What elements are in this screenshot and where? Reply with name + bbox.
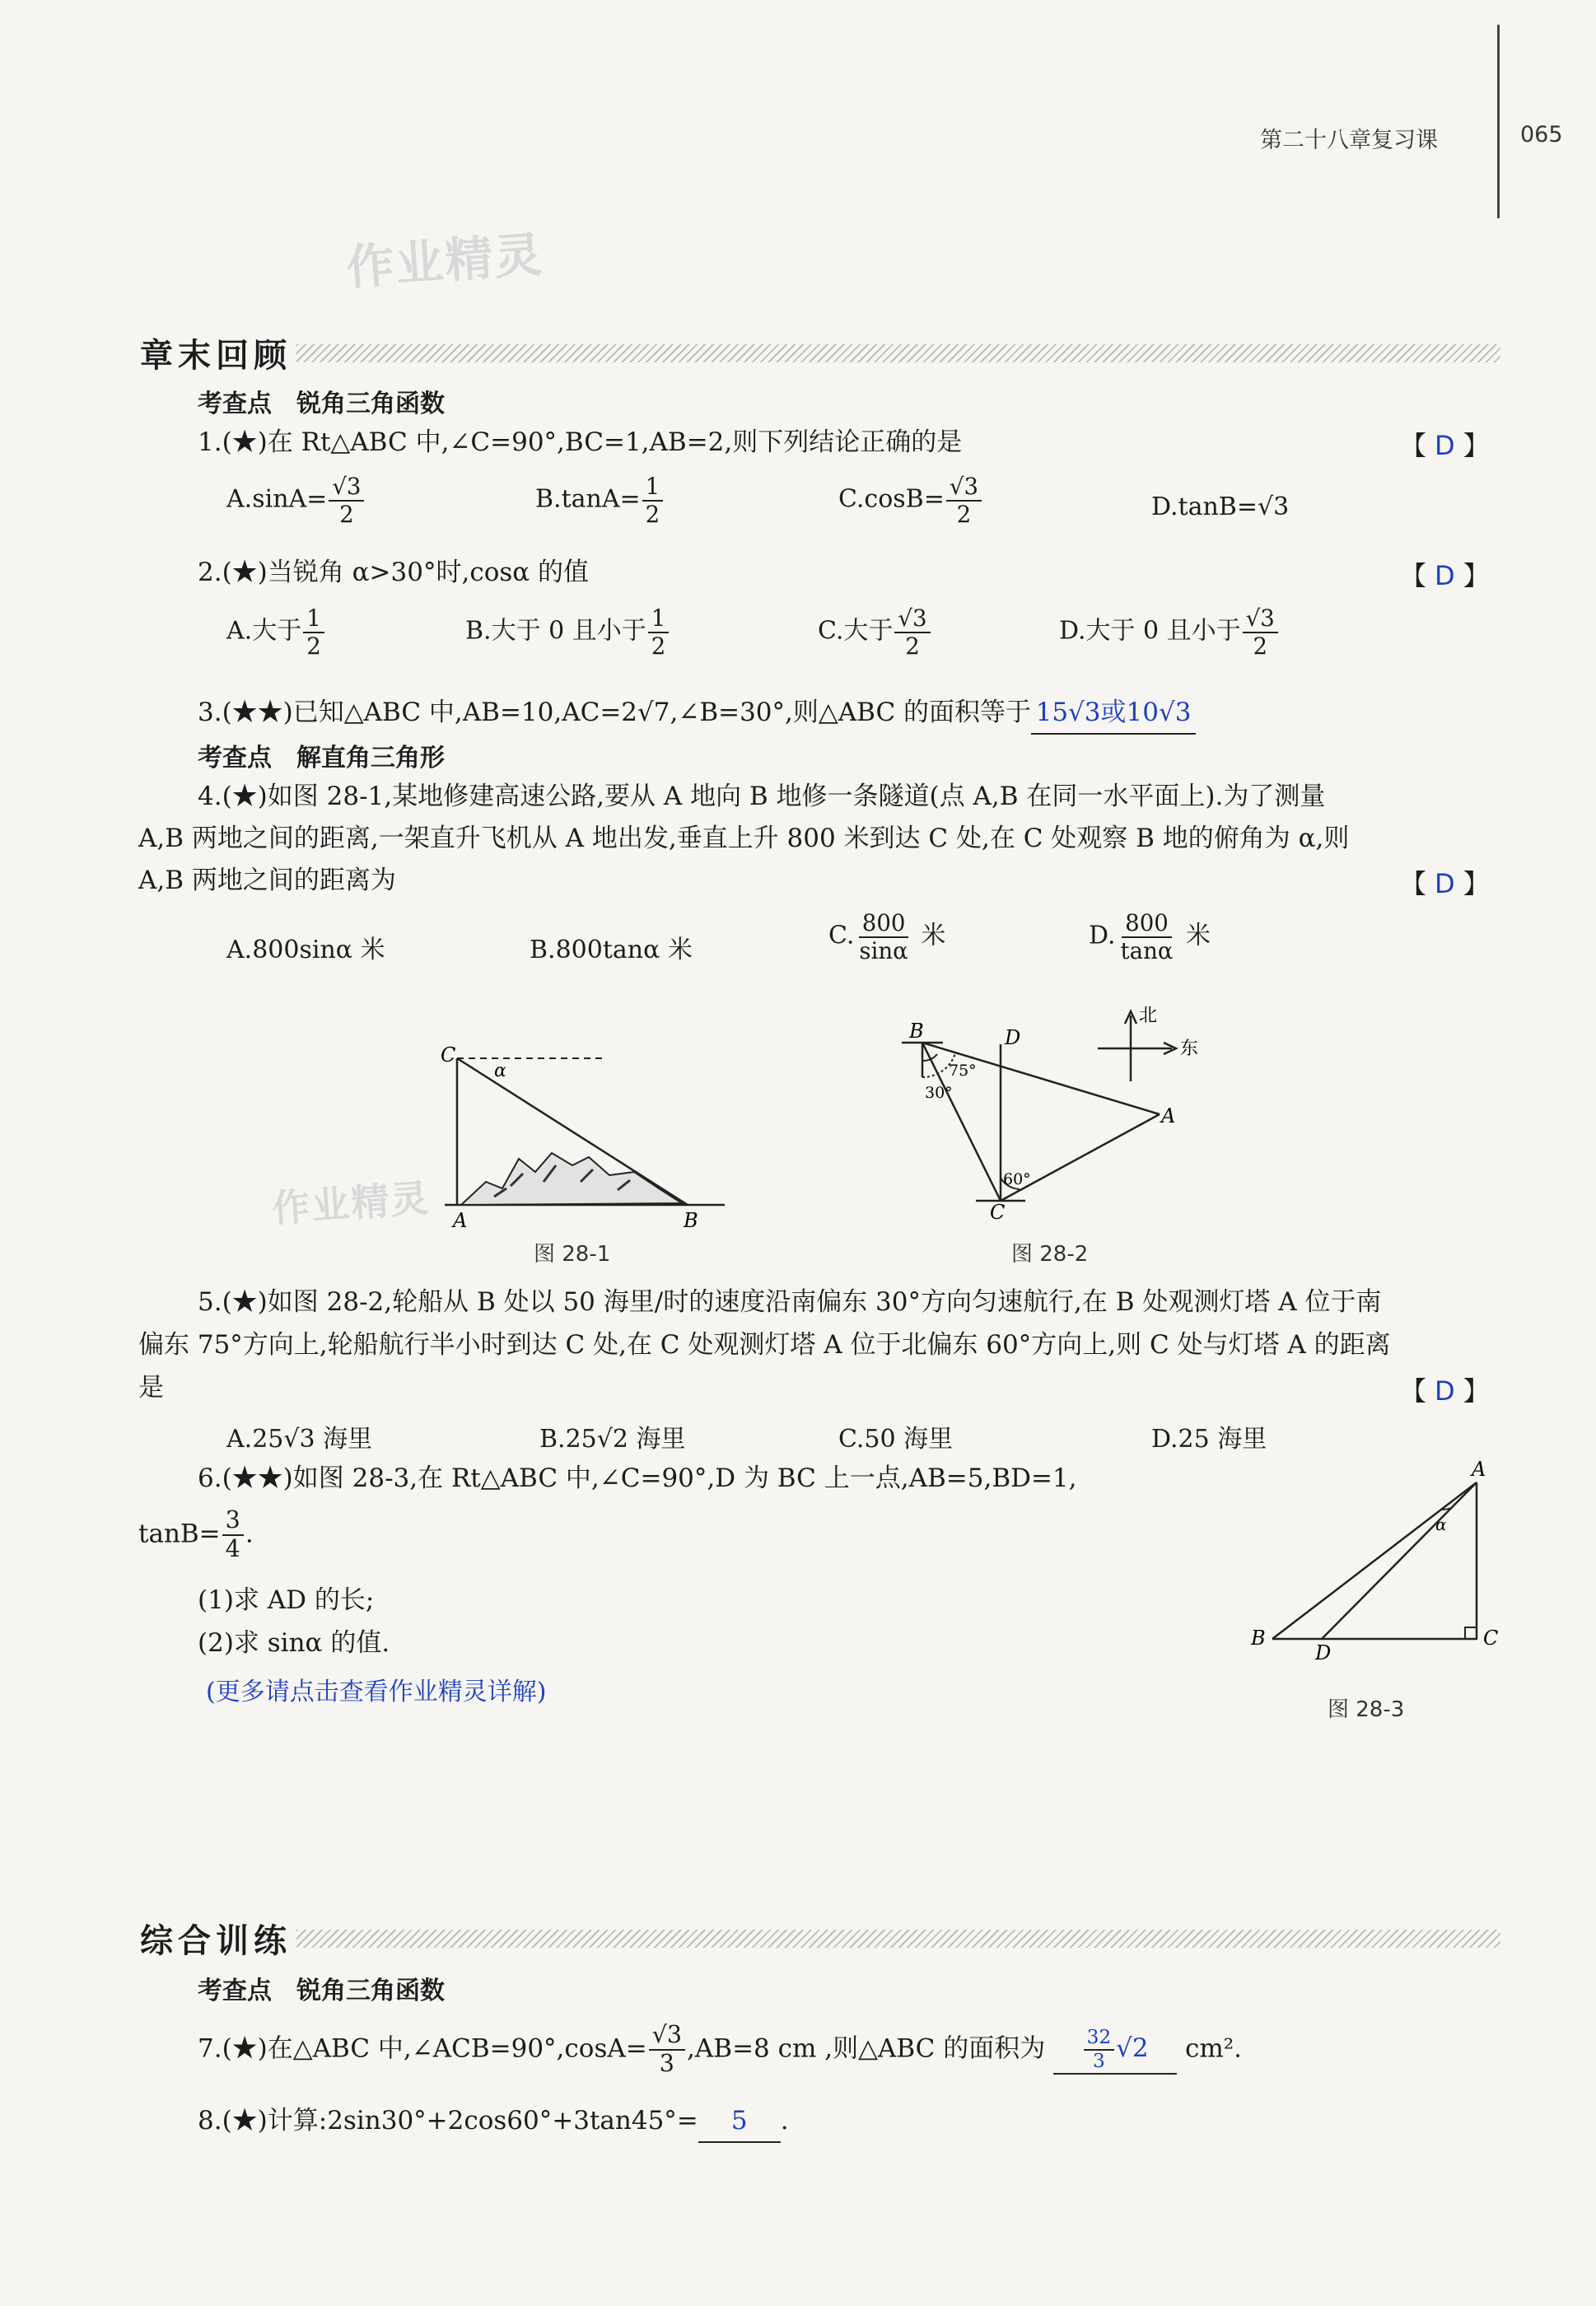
q5-stem-line3: 是 [138,1373,164,1403]
q7-answer-blank: $\frac{32}{3}$ √2 [1053,2027,1177,2074]
q6-stem: 6.(★★)如图 28-3,在 Rt△ABC 中,∠C=90°,D 为 BC 上一点,AB=5,BD=1, [198,1463,1077,1493]
q8-stem: 8.(★)计算:2sin30°+2cos60°+3tan45°= 5 . [198,2100,789,2143]
chapter-header: 第二十八章复习课 [1260,128,1438,153]
q2-stem: 2.(★)当锐角 α>30°时,cosα 的值 [198,558,590,587]
q4-stem-line1: 4.(★)如图 28-1,某地修建高速公路,要从 A 地向 B 地修一条隧道(点 A,B 在同一水平面上).为了测量 [198,782,1326,811]
q4-option-d: D. $\frac{800}{\tan\alpha}$ 米 [1089,909,1211,964]
q1-option-d: D.tanB=√3 [1151,492,1290,521]
q5-stem-line2: 偏东 75°方向上,轮船航行半小时到达 C 处,在 C 处观测灯塔 A 位于北偏东 60°方向上,则 C 处与灯塔 A 的距离 [138,1330,1391,1360]
q1-option-b: B.tanA= $\frac{1}{2}$ [535,474,665,527]
figure-28-3-caption: 图 28-3 [1328,1697,1405,1722]
label-a: A [1472,1458,1486,1481]
label-a: A [1161,1104,1176,1127]
header-divider [1497,25,1500,218]
q6-part2: (2)求 sinα 的值. [198,1628,390,1658]
q4-stem-line2: A,B 两地之间的距离,一架直升飞机从 A 地出发,垂直上升 800 米到达 C 处,在 C 处观察 B 地的俯角为 α,则 [138,824,1350,853]
kp-heading: 考查点 锐角三角函数 [198,390,445,418]
q5-answer-value: D [1435,1375,1455,1407]
q6-part1: (1)求 AD 的长; [198,1585,375,1615]
q4-answer: 【 D 】 [1400,868,1490,899]
q2-answer: 【 D 】 [1400,560,1490,591]
q2-answer-value: D [1435,560,1455,591]
label-alpha: α [494,1061,506,1081]
section-title-review: 章末回顾 [140,337,292,375]
segment-ab [1272,1482,1477,1639]
kp-heading-2: 考查点 解直角三角形 [198,744,445,773]
label-75: 75° [949,1062,977,1080]
q8-answer-blank: 5 [698,2100,781,2143]
q1-answer: 【 D 】 [1400,430,1490,461]
q5-option-c: C.50 海里 [838,1425,954,1454]
label-north: 北 [1139,1006,1158,1026]
q2-option-d: D.大于 0 且小于 $\frac{√3}{2}$ [1059,605,1280,659]
section-title-training: 综合训练 [140,1922,292,1960]
segment-ad [1322,1482,1477,1639]
q5-option-d: D.25 海里 [1151,1425,1267,1454]
figure-28-3 [1239,1458,1511,1672]
q1-stem: 1.(★)在 Rt△ABC 中,∠C=90°,BC=1,AB=2,则下列结论正确的是 [198,427,963,457]
label-c: C [441,1043,456,1067]
label-b: B [684,1209,698,1232]
watermark: 作业精灵 [344,226,546,296]
q4-option-a: A.800sinα 米 [226,936,385,964]
label-alpha: α [1435,1515,1447,1534]
label-east: 东 [1180,1039,1199,1059]
figure-28-1 [420,1042,749,1256]
label-c: C [990,1201,1006,1224]
watermark-figure: 作业精灵 [270,1175,432,1231]
label-d: D [1315,1641,1332,1664]
label-b: B [1251,1627,1266,1650]
q2-option-c: C.大于 $\frac{√3}{2}$ [818,605,932,659]
q1-answer-value: D [1435,430,1455,461]
label-30: 30° [925,1084,953,1102]
figure-28-2-caption: 图 28-2 [1011,1242,1089,1267]
figure-28-2 [898,995,1244,1234]
section-divider [296,344,1500,362]
q5-option-b: B.25√2 海里 [539,1425,686,1454]
q3-stem: 3.(★★)已知△ABC 中,AB=10,AC=2√7,∠B=30°,则△ABC 的面积等于 15√3或10√3 [198,692,1196,735]
q4-answer-value: D [1435,868,1455,899]
section-divider-2 [296,1930,1500,1948]
q7-stem: 7.(★)在△ABC 中,∠ACB=90°,cosA= $\frac{√3}{3}$ ,AB=8 cm ,则△ABC 的面积为 $\frac{32}{3}$ √2 cm². [198,2021,1243,2077]
mountain-icon [461,1153,682,1205]
page-number: 065 [1520,122,1563,147]
q4-stem-line3: A,B 两地之间的距离为 [138,866,396,895]
q2-option-b: B.大于 0 且小于 $\frac{1}{2}$ [465,605,670,659]
q5-option-a: A.25√3 海里 [226,1425,373,1454]
more-details-link[interactable]: (更多请点击查看作业精灵详解) [206,1678,547,1706]
q5-answer: 【 D 】 [1400,1375,1490,1407]
label-c: C [1483,1627,1499,1650]
label-d: D [1005,1026,1021,1049]
q5-stem-line1: 5.(★)如图 28-2,轮船从 B 处以 50 海里/时的速度沿南偏东 30°方向匀速航行,在 B 处观测灯塔 A 位于南 [198,1287,1382,1317]
q4-option-c: C. $\frac{800}{\sin\alpha}$ 米 [828,909,946,964]
q2-option-a: A.大于 $\frac{1}{2}$ [226,605,326,659]
label-60: 60° [1003,1170,1031,1188]
q1-option-c: C.cosB= $\frac{√3}{2}$ [838,474,983,527]
q6-tan: tanB= $\frac{3}{4}$ . [138,1506,254,1562]
q1-option-a: A.sinA= $\frac{√3}{2}$ [226,474,366,527]
figure-28-1-caption: 图 28-1 [534,1242,611,1267]
kp-heading-3: 考查点 锐角三角函数 [198,1977,445,2005]
label-a: A [453,1209,468,1232]
q3-answer-blank: 15√3或10√3 [1031,692,1196,735]
label-b: B [909,1020,924,1043]
q4-option-b: B.800tanα 米 [530,936,693,964]
right-angle-mark [1465,1627,1477,1639]
